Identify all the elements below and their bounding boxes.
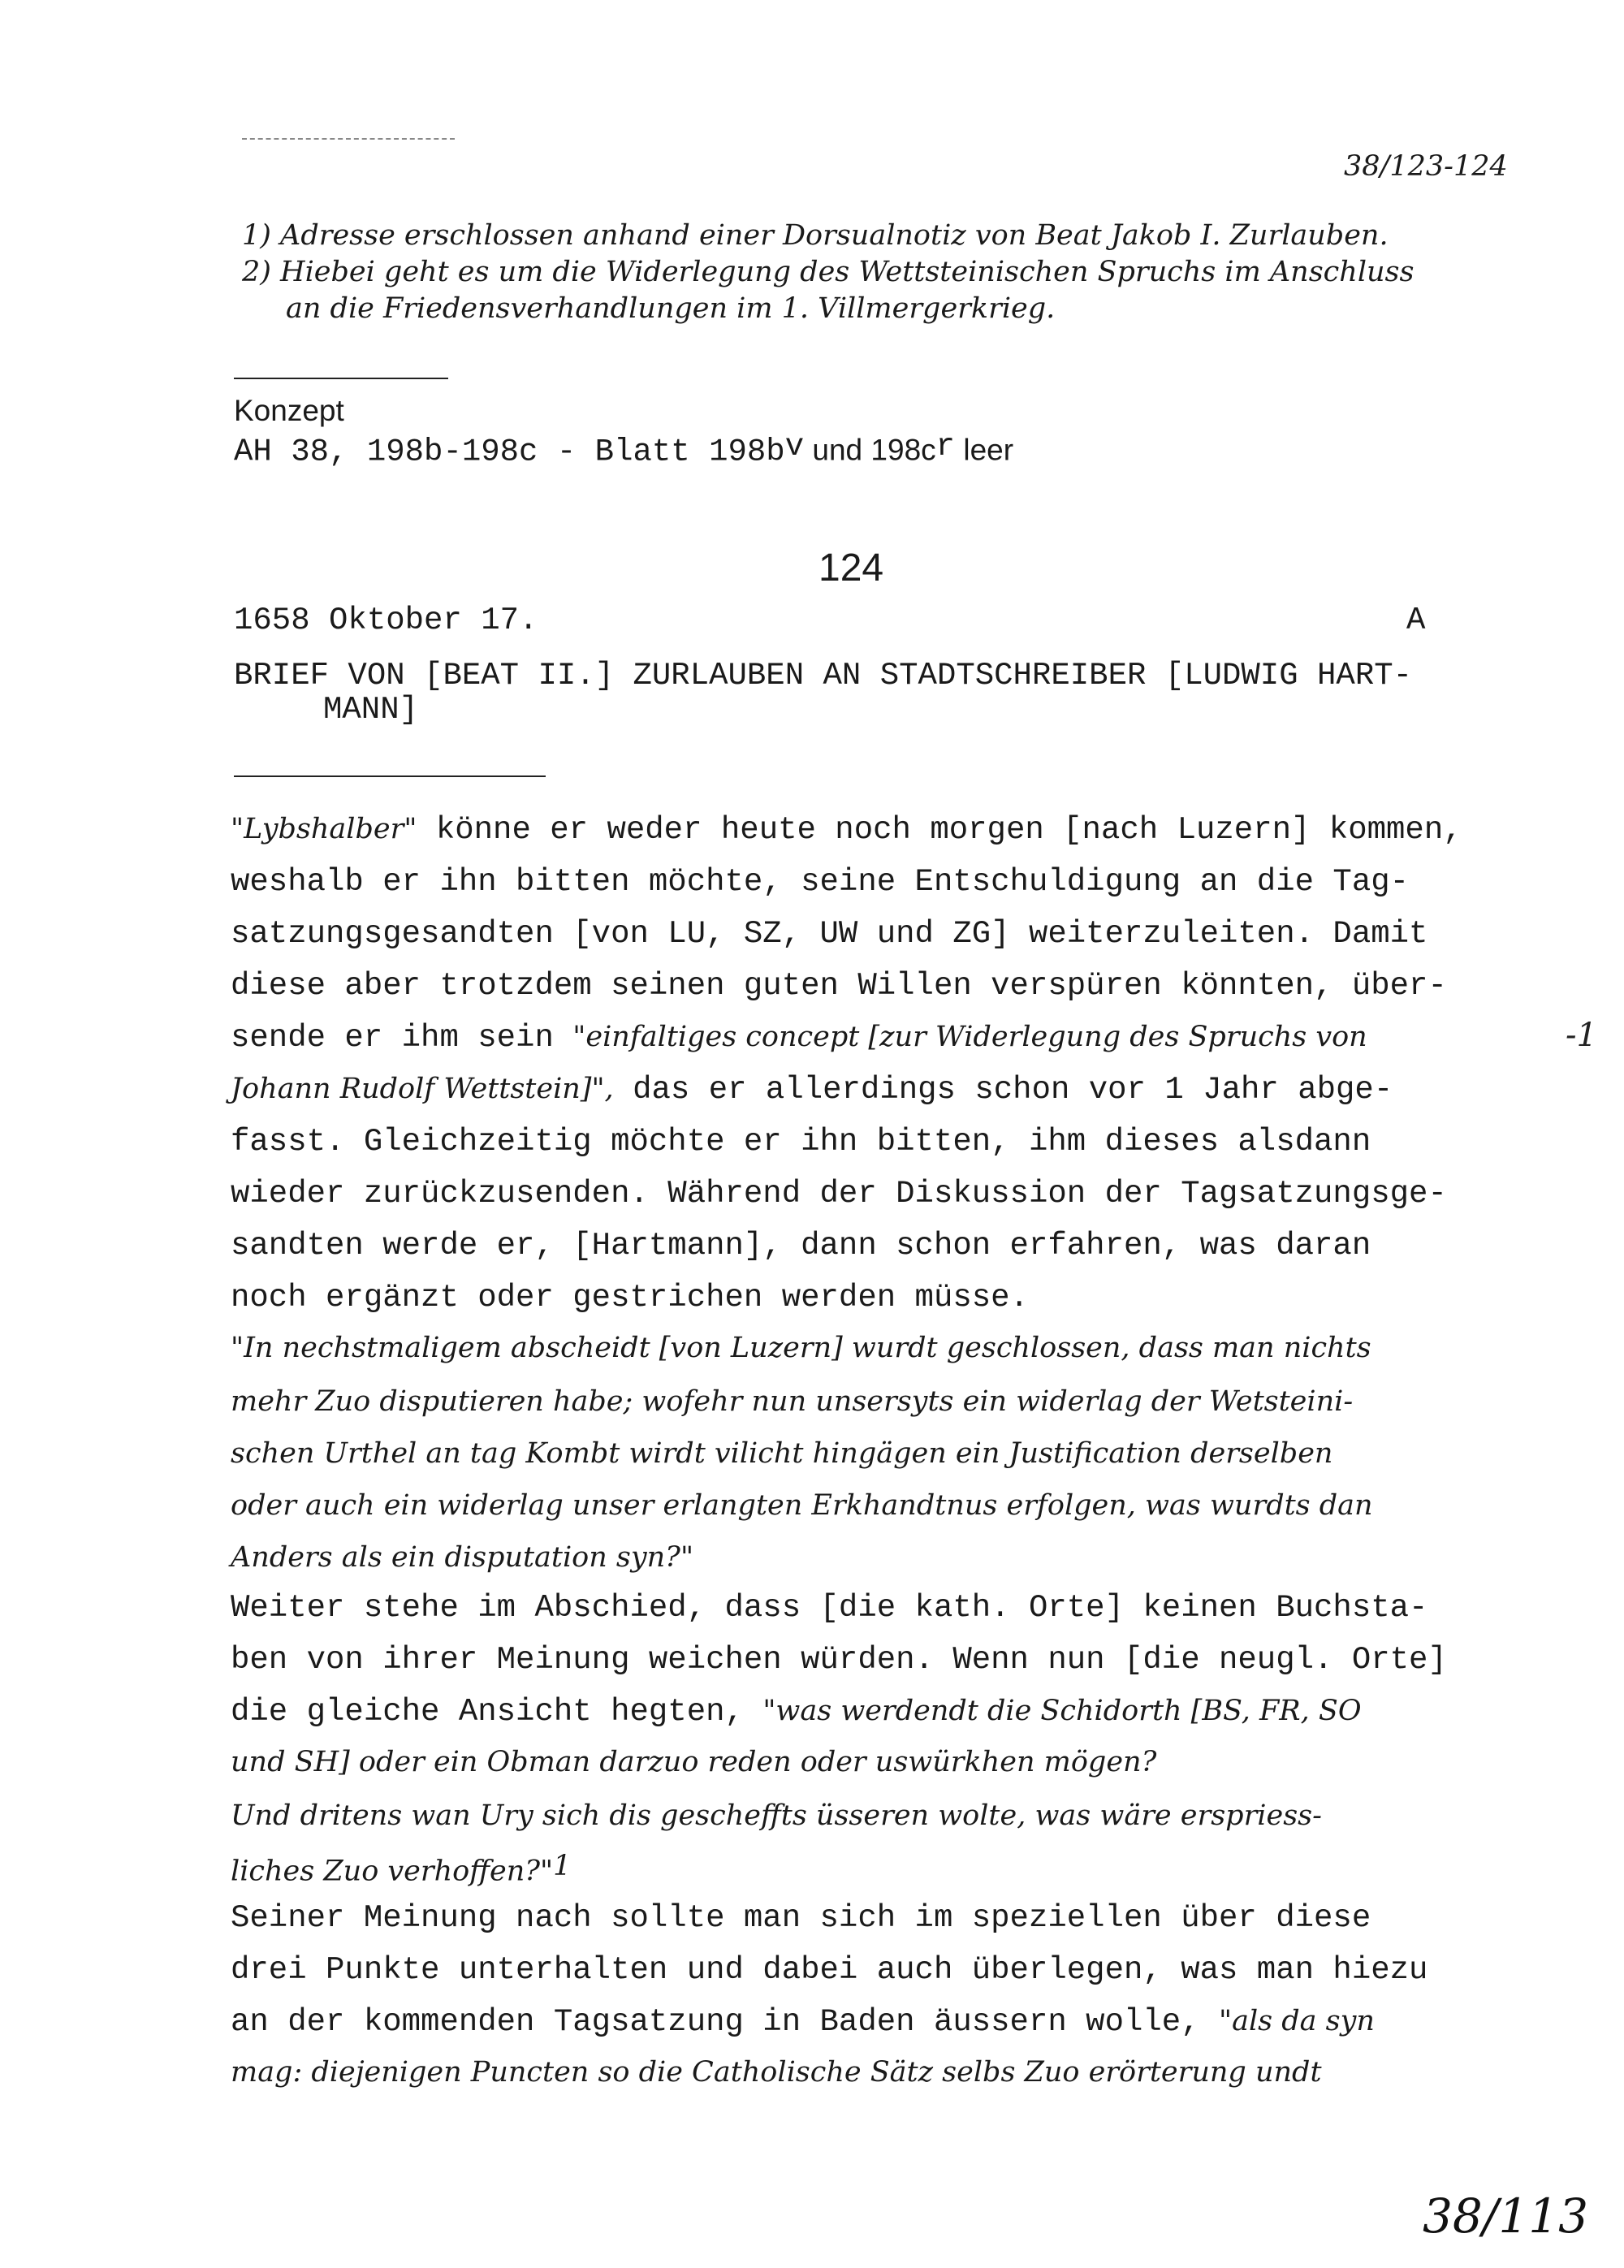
body-line-1 xyxy=(231,812,1462,848)
body-line-7: fasst. Gleichzeitig möchte er ihn bitten, ihm dieses alsdann xyxy=(231,1124,1371,1160)
source-type: Konzept xyxy=(234,394,344,427)
quote-line-6: und SH] oder ein Obman darzuo reden oder uswürkhen mögen? xyxy=(231,1746,1157,1778)
body-line-15: drei Punkte unterhalten und dabei auch überlegen, was man hiezu xyxy=(231,1952,1428,1988)
body-line-13 xyxy=(231,1694,1362,1730)
shelfmark-sup-r: r xyxy=(935,429,956,464)
quote-lybshalber: "Lybshalber" xyxy=(231,813,417,845)
quote-line-4: oder auch ein widerlag unser erlangten Erkhandtnus erfolgen, was wurdts dan xyxy=(231,1489,1373,1522)
body-line-6 xyxy=(231,1072,1393,1108)
footnote-2: 2) Hiebei geht es um die Widerlegung des Wettsteinischen Spruchs im Anschluss xyxy=(242,256,1415,288)
body-line-12: ben von ihrer Meinung weichen würden. Wenn nun [die neugl. Orte] xyxy=(231,1642,1447,1678)
footnote-1: 1) Adresse erschlossen anhand einer Dorsualnotiz von Beat Jakob I. Zurlauben. xyxy=(242,219,1389,252)
body-line-16 xyxy=(231,2004,1375,2040)
footnote-2-cont: an die Friedensverhandlungen im 1. Villmergerkrieg. xyxy=(286,292,1056,325)
body-line-13-b: "was werdendt die Schidorth [BS, FR, SO xyxy=(762,1695,1362,1727)
body-line-4: diese aber trotzdem seinen guten Willen verspüren könnten, über- xyxy=(231,968,1447,1004)
entry-date: 1658 Oktober 17. xyxy=(234,603,538,638)
body-line-2: weshalb er ihn bitten möchte, seine Entschuldigung an die Tag- xyxy=(231,864,1410,900)
shelfmark-und: und 198c xyxy=(804,433,936,467)
body-line-5 xyxy=(231,1020,1367,1056)
source-shelfmark xyxy=(234,429,1013,469)
shelfmark-text: AH 38, 198b-198c - Blatt 198b xyxy=(234,434,785,470)
quote-line-8 xyxy=(231,1850,571,1887)
footnote-marker-1: 1 xyxy=(553,1850,572,1882)
shelfmark-sup-v: v xyxy=(784,429,805,464)
page-stamp: 38/113 xyxy=(1423,2188,1589,2244)
body-line-10: noch ergänzt oder gestrichen werden müsse. xyxy=(231,1280,1029,1315)
quote-line-8-text: liches Zuo verhoffen?" xyxy=(231,1855,554,1888)
body-line-14: Seiner Meinung nach sollte man sich im speziellen über diese xyxy=(231,1900,1371,1936)
quote-line-1: "In nechstmaligem abscheidt [von Luzern] wurdt geschlossen, dass man nichts xyxy=(231,1332,1371,1364)
body-line-6-b: das er allerdings schon vor 1 Jahr abge- xyxy=(613,1072,1393,1108)
quote-line-5: Anders als ein disputation syn?" xyxy=(231,1541,694,1574)
body-line-1-rest: könne er weder heute noch morgen [nach Luzern] kommen, xyxy=(417,812,1462,848)
title-separator xyxy=(234,775,546,777)
body-line-16-b: "als da syn xyxy=(1219,2005,1375,2037)
body-line-6-a: Johann Rudolf Wettstein]", xyxy=(231,1073,614,1105)
body-line-3: satzungsgesandten [von LU, SZ, UW und ZG] weiterzuleiten. Damit xyxy=(231,916,1428,952)
body-line-11: Weiter stehe im Abschied, dass [die kath. Orte] keinen Buchsta- xyxy=(231,1590,1428,1626)
footnote-separator xyxy=(234,378,448,379)
body-line-8: wieder zurückzusenden. Während der Diskussion der Tagsatzungsge- xyxy=(231,1176,1447,1212)
margin-note: -1 xyxy=(1566,1017,1597,1054)
quote-line-3: schen Urthel an tag Kombt wirdt vilicht hingägen ein Justification derselben xyxy=(231,1437,1333,1470)
entry-letter: A xyxy=(1406,603,1426,638)
entry-title-line-2: MANN] xyxy=(323,692,419,728)
body-line-13-a: die gleiche Ansicht hegten, xyxy=(231,1694,763,1730)
entry-title-line-1: BRIEF VON [BEAT II.] ZURLAUBEN AN STADTSCHREIBER [LUDWIG HART- xyxy=(234,658,1413,693)
body-line-5-a: sende er ihm sein xyxy=(231,1020,573,1056)
shelfmark-leer: leer xyxy=(955,433,1014,467)
entry-number: 124 xyxy=(818,546,884,590)
quote-line-2: mehr Zuo disputieren habe; wofehr nun unsersyts ein widerlag der Wetsteini- xyxy=(231,1385,1354,1418)
reference-number: 38/123-124 xyxy=(1344,150,1508,183)
top-dashed-line xyxy=(242,138,455,140)
body-line-9: sandten werde er, [Hartmann], dann schon erfahren, was daran xyxy=(231,1228,1371,1264)
quote-line-7: Und dritens wan Ury sich dis gescheffts üsseren wolte, was wäre erspriess- xyxy=(231,1799,1322,1832)
quote-line-9: mag: diejenigen Puncten so die Catholische Sätz selbs Zuo erörterung undt xyxy=(231,2056,1322,2089)
body-line-5-b: "einfaltiges concept [zur Widerlegung des Spruchs von xyxy=(572,1021,1367,1053)
body-line-16-a: an der kommenden Tagsatzung in Baden äussern wolle, xyxy=(231,2004,1219,2040)
